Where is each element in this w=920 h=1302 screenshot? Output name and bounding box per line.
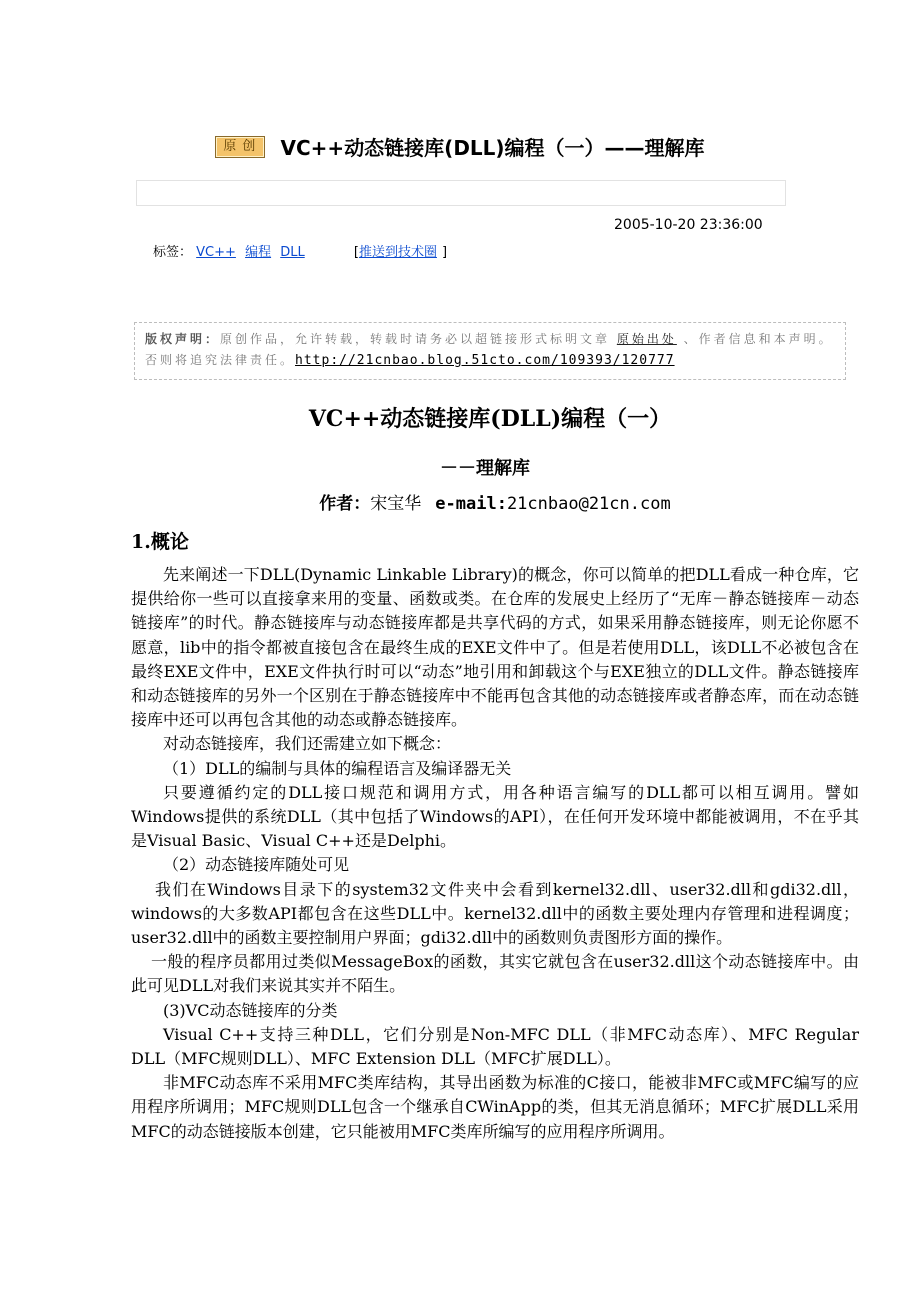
copyright-text: 原创作品，允许转载，转载时请务必以超链接形式标明文章	[220, 332, 617, 346]
subheading-dll-types: (3)VC动态链接库的分类	[163, 1000, 338, 1020]
copyright-notice	[134, 322, 846, 380]
author-label: 作者：	[319, 494, 371, 514]
paragraph-system32: 我们在Windows目录下的system32文件夹中会看到kernel32.dll、user32.dll和gdi32.dll，windows的大多数API都包含在这些DLL中。kernel32.dll中的函数主要处理内存管理和进程调度；user32.dll中的函数主要控制用户界面；gdi32.dll中的函数则负责图形方面的操作。	[131, 879, 859, 948]
push-bracket-close: ]	[441, 245, 448, 260]
push-bracket-open: [	[353, 245, 359, 260]
tag-link-programming[interactable]: 编程	[245, 245, 272, 260]
paragraph-interface-conventions: 只要遵循约定的DLL接口规范和调用方式，用各种语言编写的DLL都可以相互调用。譬如Windows提供的系统DLL（其中包括了Windows的API），在任何开发环境中都能被调用，不在乎其是Visual Basic、Visual C++还是Delphi。	[131, 782, 859, 851]
tag-bar	[153, 241, 447, 260]
subheading-language-independent: （1）DLL的编制与具体的编程语言及编译器无关	[163, 758, 512, 778]
section-heading: 1.概论	[131, 531, 189, 553]
push-to-tech-circle-link[interactable]: 推送到技术圈	[358, 245, 437, 260]
article-title: VC++动态链接库(DLL)编程（一）——理解库	[280, 136, 705, 160]
copyright-text-tail: 、作者信息和本声明。否则将追究法律责任。	[145, 332, 834, 367]
article-url-link[interactable]: http://21cnbao.blog.51cto.com/109393/120777	[295, 353, 675, 368]
original-source-link[interactable]: 原始出处	[616, 332, 677, 346]
paragraph-mfc-dll-details: 非MFC动态库不采用MFC类库结构，其导出函数为标准的C接口，能被非MFC或MFC编写的应用程序所调用；MFC规则DLL包含一个继承自CWinApp的类，但其无消息循环；MFC扩展DLL采用MFC的动态链接版本创建，它只能被用MFC类库所编写的应用程序所调用。	[131, 1073, 859, 1141]
tag-link-dll[interactable]: DLL	[280, 245, 305, 260]
paragraph-three-dll-types: Visual C++支持三种DLL，它们分别是Non-MFC DLL（非MFC动态库）、MFC Regular DLL（MFC规则DLL）、MFC Extension DLL（MFC扩展DLL）。	[131, 1024, 859, 1069]
email-label: e-mail:	[435, 494, 507, 514]
document-subtitle: －－理解库	[440, 458, 530, 479]
paragraph-concepts-intro: 对动态链接库，我们还需建立如下概念：	[163, 734, 452, 754]
post-date: 2005-10-20 23:36:00	[614, 217, 763, 233]
subheading-dll-everywhere: （2）动态链接库随处可见	[163, 855, 350, 875]
author-line	[0, 489, 920, 514]
paragraph-dll-concept: 先来阐述一下DLL(Dynamic Linkable Library)的概念，你可以简单的把DLL看成一种仓库，它提供给你一些可以直接拿来用的变量、函数或类。在仓库的发展史上经历了“无库－静态链接库－动态链接库”的时代。静态链接库与动态链接库都是共享代码的方式，如果采用静态链接库，则无论你愿不愿意，lib中的指令都被直接包含在最终生成的EXE文件中了。但是若使用DLL，该DLL不必被包含在最终EXE文件中，EXE文件执行时可以“动态”地引用和卸载这个与EXE独立的DLL文件。静态链接库和动态链接库的另外一个区别在于静态链接库中不能再包含其他的动态链接库或者静态库，而在动态链接库中还可以再包含其他的动态或静态链接库。	[131, 565, 859, 730]
author-name: 宋宝华	[370, 494, 422, 514]
tags-label: 标签：	[153, 245, 193, 260]
author-email: 21cnbao@21cn.com	[506, 494, 671, 514]
document-title: VC++动态链接库(DLL)编程（一）	[308, 406, 672, 432]
paragraph-messagebox: 一般的程序员都用过类似MessageBox的函数，其实它就包含在user32.dll这个动态链接库中。由此可见DLL对我们来说其实并不陌生。	[131, 952, 859, 996]
tag-link-vcpp[interactable]: VC++	[196, 245, 236, 260]
copyright-label: 版权声明：	[145, 332, 221, 346]
original-badge: 原创	[215, 136, 265, 158]
article-body	[131, 563, 859, 1144]
article-header	[0, 132, 920, 161]
summary-box	[136, 180, 786, 206]
